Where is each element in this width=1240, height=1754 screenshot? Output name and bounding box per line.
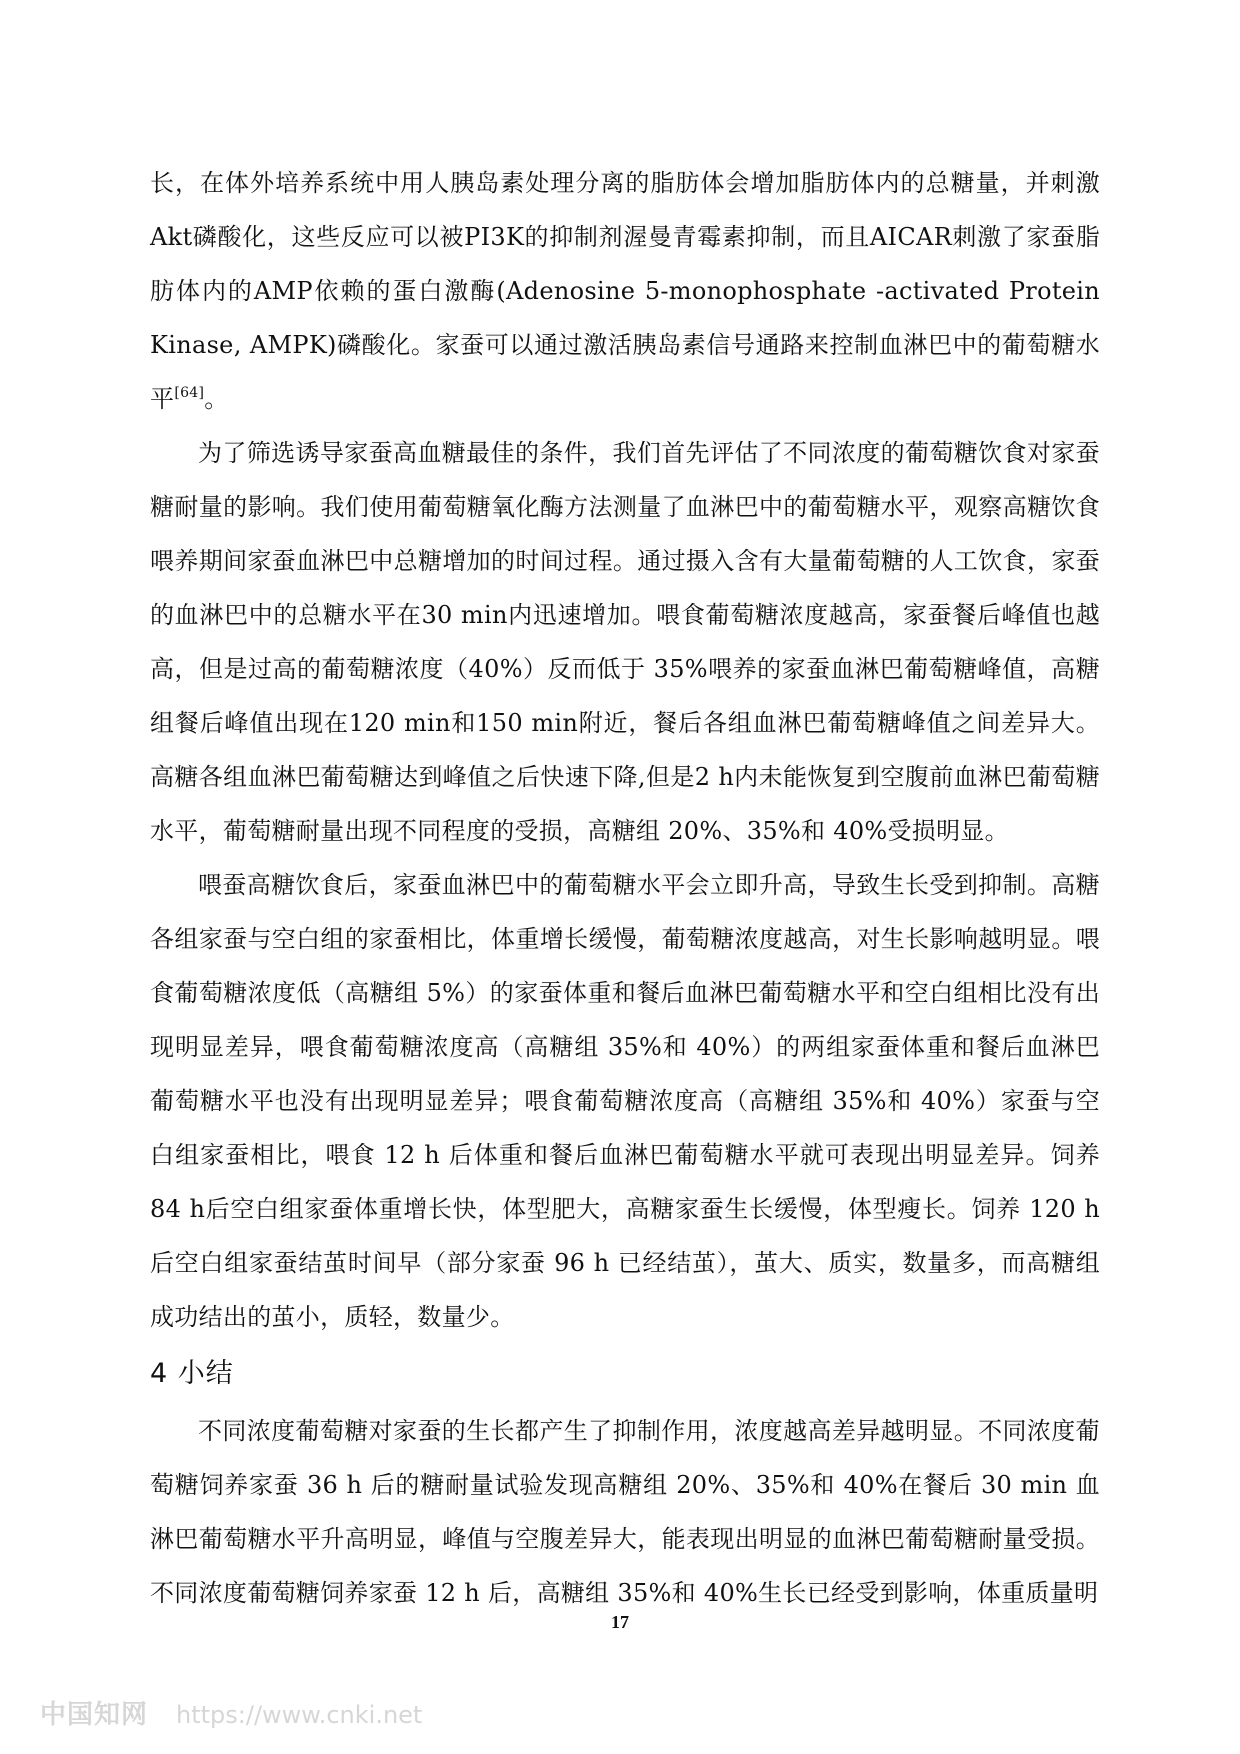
paragraph-1-text: 长，在体外培养系统中用人胰岛素处理分离的脂肪体会增加脂肪体内的总糖量，并刺激Akt磷酸化，这些反应可以被PI3K的抑制剂渥曼青霉素抑制，而且AICAR刺激了家蚕脂肪体内的AMP依赖的蛋白激酶(Adenosine 5-monophosphate -activated Protein Kinase, AMPK)磷酸化。家蚕可以通过激活胰岛素信号通路来控制血淋巴中的葡萄糖水平: [150, 169, 1100, 413]
paragraph-3: 喂蚕高糖饮食后，家蚕血淋巴中的葡萄糖水平会立即升高，导致生长受到抑制。高糖各组家蚕与空白组的家蚕相比，体重增长缓慢，葡萄糖浓度越高，对生长影响越明显。喂食葡萄糖浓度低（高糖组 5%）的家蚕体重和餐后血淋巴葡萄糖水平和空白组相比没有出现明显差异，喂食葡萄糖浓度高（高糖组 35%和 40%）的两组家蚕体重和餐后血淋巴葡萄糖水平也没有出现明显差异；喂食葡萄糖浓度高（高糖组 35%和 40%）家蚕与空白组家蚕相比，喂食 12 h 后体重和餐后血淋巴葡萄糖水平就可表现出明显差异。饲养84 h后空白组家蚕体重增长快，体型肥大，高糖家蚕生长缓慢，体型瘦长。饲养 120 h后空白组家蚕结茧时间早（部分家蚕 96 h 已经结茧），茧大、质实，数量多，而高糖组成功结出的茧小，质轻，数量少。: [150, 871, 1100, 1331]
page-number: 17: [611, 1612, 629, 1632]
paragraph-2: 为了筛选诱导家蚕高血糖最佳的条件，我们首先评估了不同浓度的葡萄糖饮食对家蚕糖耐量的影响。我们使用葡萄糖氧化酶方法测量了血淋巴中的葡萄糖水平，观察高糖饮食喂养期间家蚕血淋巴中总糖增加的时间过程。通过摄入含有大量葡萄糖的人工饮食，家蚕的血淋巴中的总糖水平在30 min内迅速增加。喂食葡萄糖浓度越高，家蚕餐后峰值也越高，但是过高的葡萄糖浓度（40%）反而低于 35%喂养的家蚕血淋巴葡萄糖峰值，高糖组餐后峰值出现在120 min和150 min附近，餐后各组血淋巴葡萄糖峰值之间差异大。高糖各组血淋巴葡萄糖达到峰值之后快速下降,但是2 h内未能恢复到空腹前血淋巴葡萄糖水平，葡萄糖耐量出现不同程度的受损，高糖组 20%、35%和 40%受损明显。: [150, 439, 1100, 845]
paragraph-1-end: 。: [204, 385, 229, 413]
body-text: [150, 160, 1100, 1620]
watermark-url: https://www.cnki.net: [176, 1701, 423, 1729]
summary-paragraph: 不同浓度葡萄糖对家蚕的生长都产生了抑制作用，浓度越高差异越明显。不同浓度葡萄糖饲养家蚕 36 h 后的糖耐量试验发现高糖组 20%、35%和 40%在餐后 30 min 血淋巴葡萄糖水平升高明显，峰值与空腹差异大，能表现出明显的血淋巴葡萄糖耐量受损。不同浓度葡萄糖饲养家蚕 12 h 后，高糖组 35%和 40%生长已经受到影响，体重质量明: [150, 1417, 1100, 1607]
watermark: [40, 1694, 422, 1731]
watermark-brand: 中国知网: [40, 1700, 149, 1730]
citation-64[interactable]: [64]: [174, 385, 205, 401]
section-heading: 4 小结: [150, 1358, 234, 1389]
paragraph-1: [150, 156, 1100, 426]
